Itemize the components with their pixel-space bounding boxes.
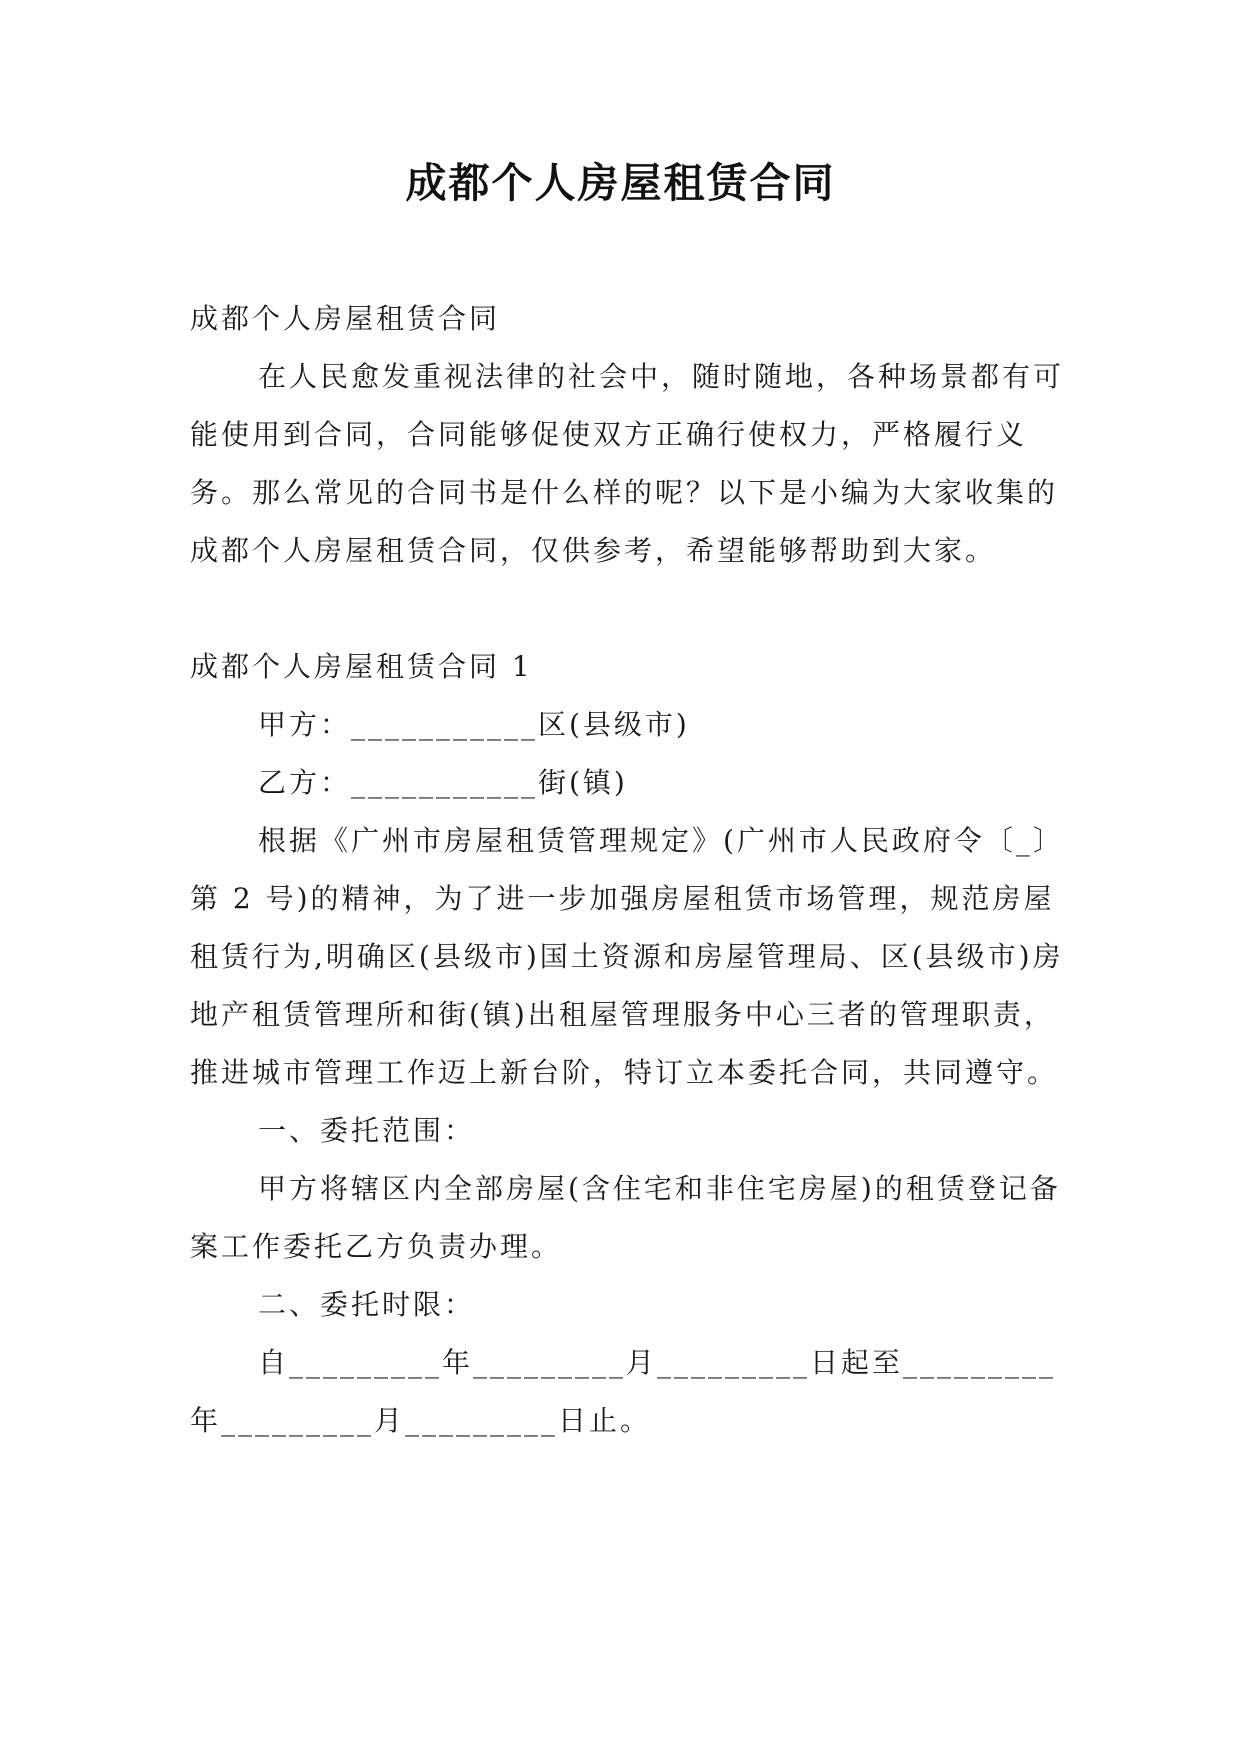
- party-b-line: 乙方：___________街(镇): [258, 766, 628, 799]
- spacer: [190, 580, 1070, 638]
- document-body: [190, 290, 1070, 1450]
- intro-paragraph: 在人民愈发重视法律的社会中，随时随地，各种场景都有可能使用到合同，合同能够促使双方正确行使权力，严格履行义务。那么常见的合同书是什么样的呢？以下是小编为大家收集的成都个人房屋租赁合同，仅供参考，希望能够帮助到大家。: [190, 360, 1065, 567]
- basis-paragraph: 根据《广州市房屋租赁管理规定》(广州市人民政府令〔_〕第 2 号)的精神，为了进一步加强房屋租赁市场管理，规范房屋租赁行为,明确区(县级市)国土资源和房屋管理局、区(县级市)房地产租赁管理所和街(镇)出租屋管理服务中心三者的管理职责，推进城市管理工作迈上新台阶，特订立本委托合同，共同遵守。: [190, 824, 1064, 1089]
- party-a-line: 甲方：___________区(县级市): [258, 708, 690, 741]
- document-subtitle: 成都个人房屋租赁合同: [190, 302, 501, 335]
- clause-1-heading: 一、委托范围：: [258, 1114, 476, 1147]
- section-heading: 成都个人房屋租赁合同 1: [190, 650, 533, 683]
- document-title: 成都个人房屋租赁合同: [405, 159, 836, 207]
- clause-1-body: 甲方将辖区内全部房屋(含住宅和非住宅房屋)的租赁登记备案工作委托乙方负责办理。: [190, 1172, 1061, 1263]
- clause-2-heading: 二、委托时限：: [258, 1288, 476, 1321]
- clause-2-body: 自_________年_________月_________日起至_________年_________月_________日止。: [190, 1346, 1057, 1437]
